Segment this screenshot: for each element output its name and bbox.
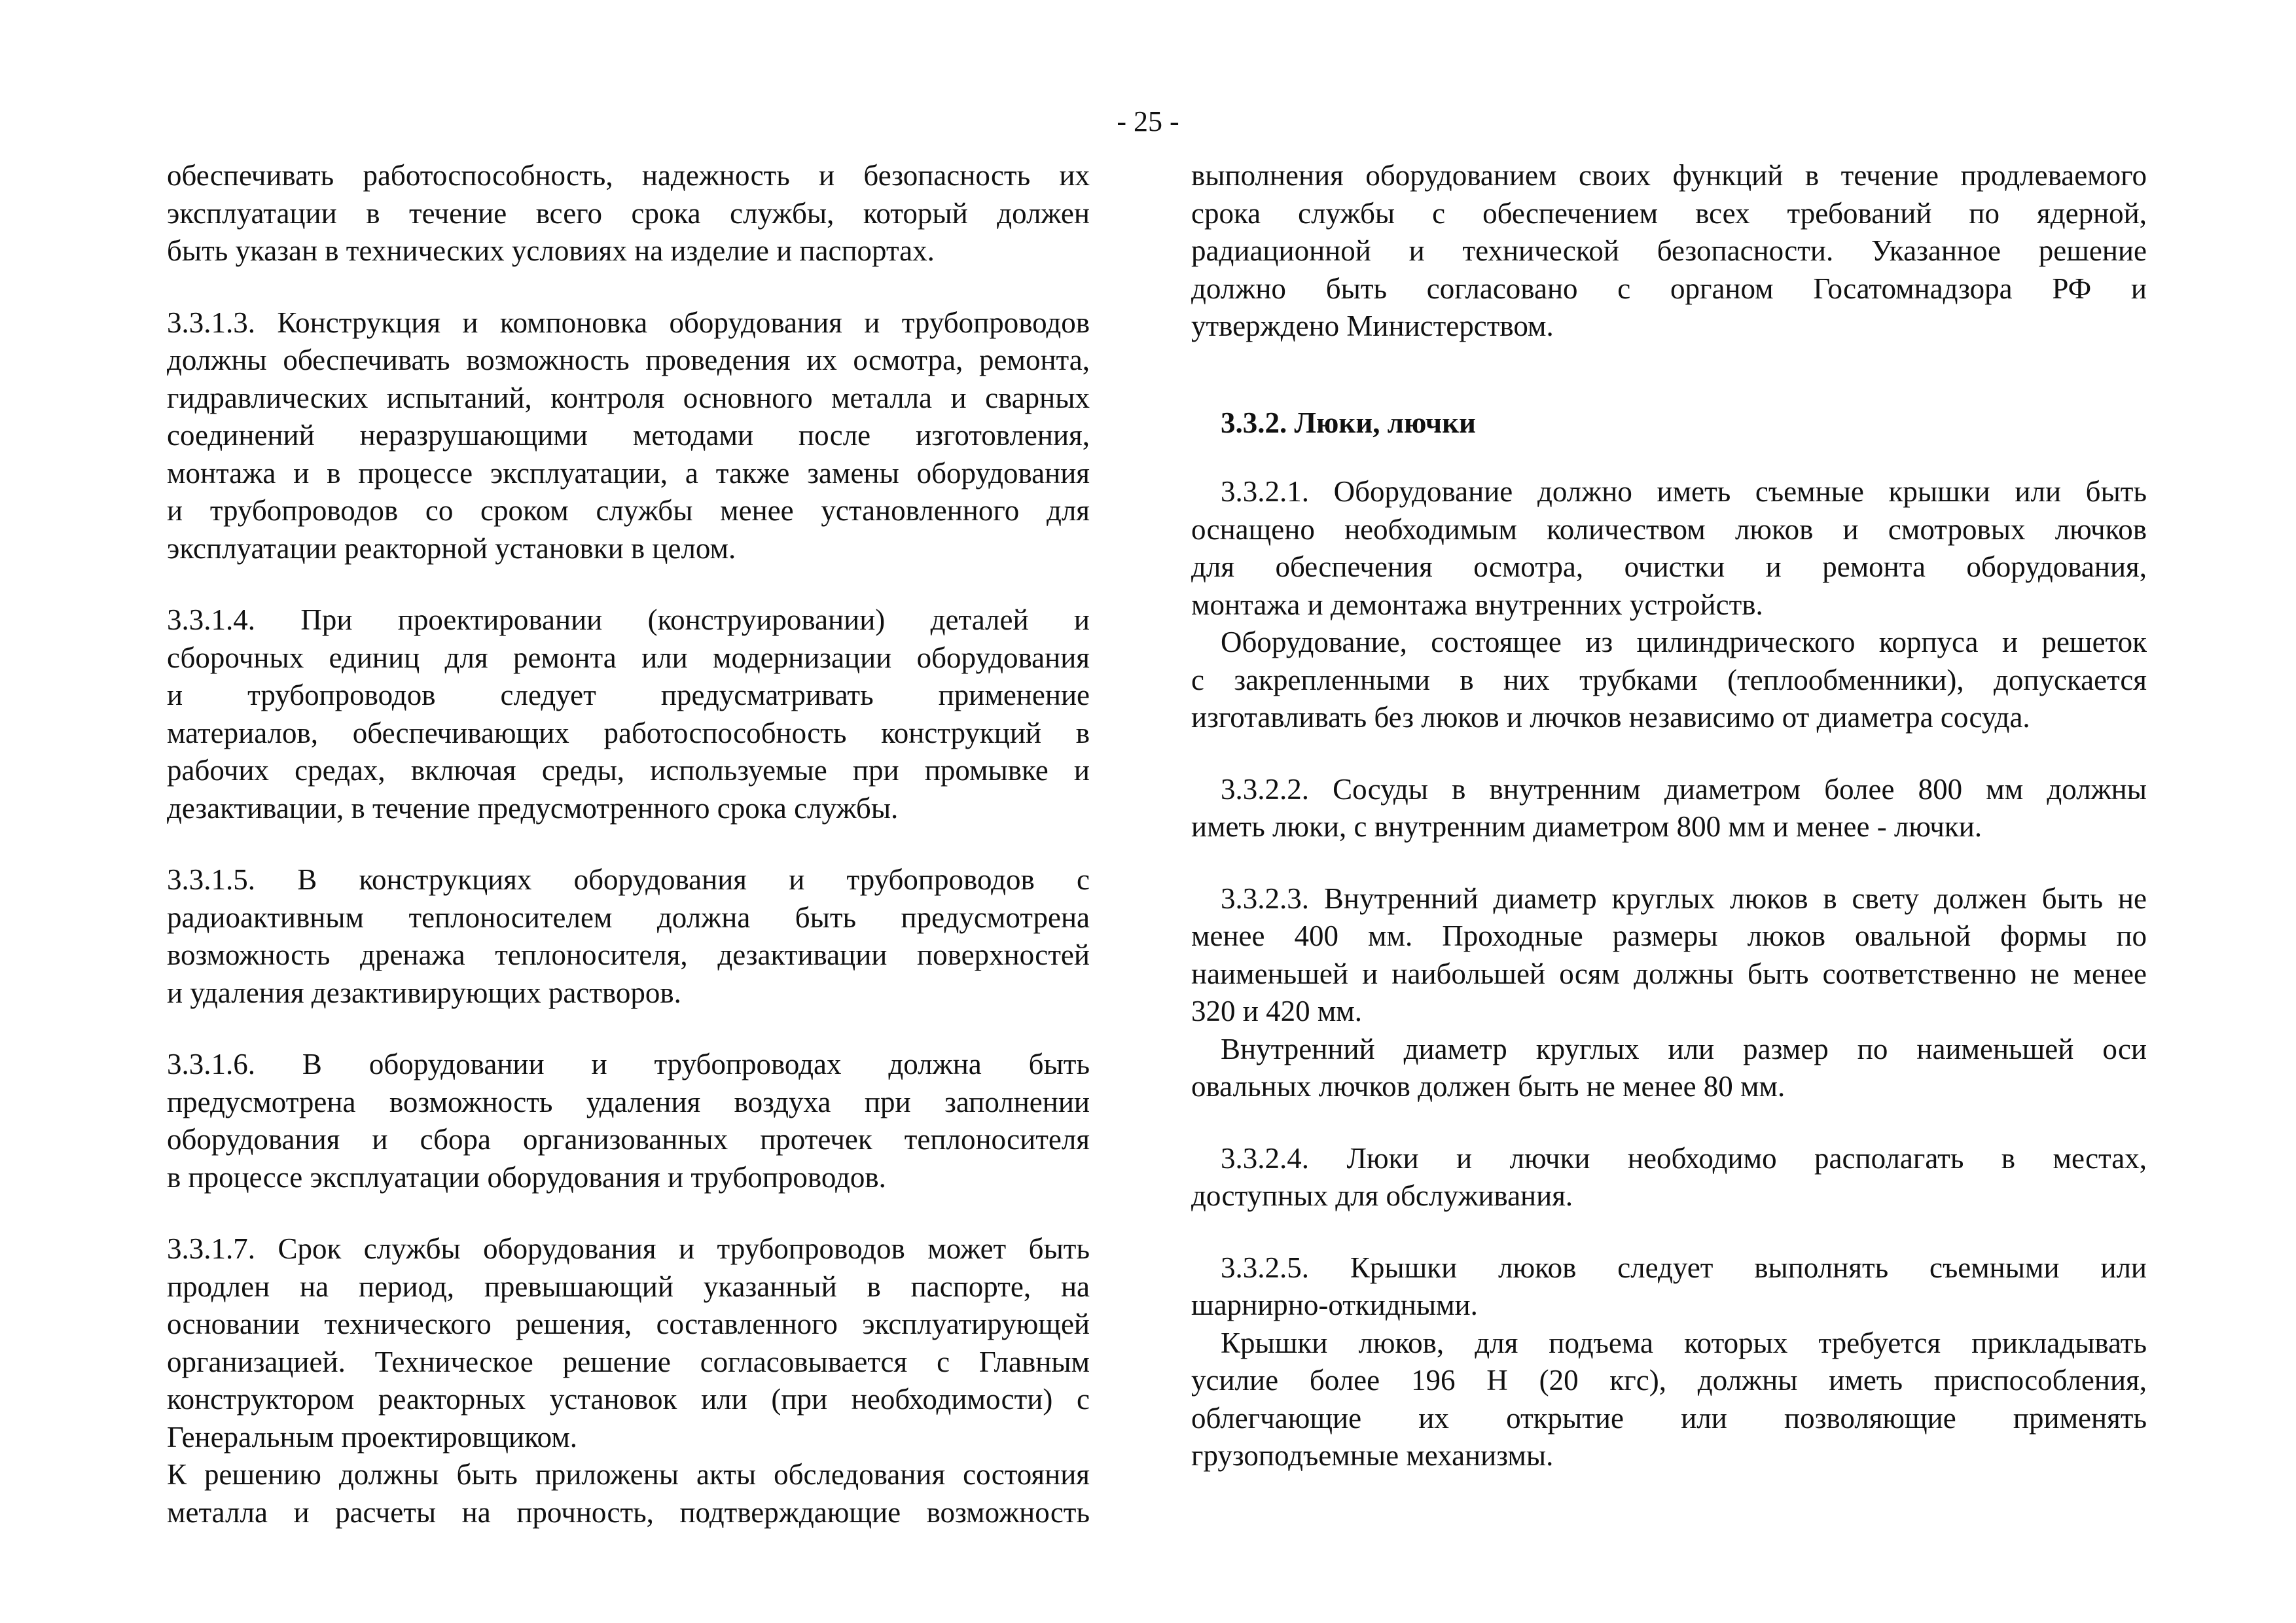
text-line: наименьшей и наибольшей осям должны быть соответственно не менее bbox=[1191, 957, 2147, 990]
text-line: монтажа и демонтажа внутренних устройств. bbox=[1191, 588, 1763, 621]
text-line: возможность дренажа теплоносителя, дезактивации поверхностей bbox=[167, 938, 1090, 971]
text-line: быть указан в технических условиях на изделие и паспортах. bbox=[167, 234, 935, 267]
text-line: гидравлических испытаний, контроля основного металла и сварных bbox=[167, 381, 1090, 414]
text-line: в процессе эксплуатации оборудования и трубопроводов. bbox=[167, 1160, 886, 1194]
text-line: должны обеспечивать возможность проведения их осмотра, ремонта, bbox=[167, 344, 1090, 376]
paragraph-3-3-1-7 bbox=[167, 1230, 1090, 1531]
text-line: доступных для обслуживания. bbox=[1191, 1179, 1573, 1212]
text-line: 3.3.1.3. Конструкция и компоновка оборудования и трубопроводов bbox=[167, 306, 1090, 339]
text-line: 3.3.2.3. Внутренний диаметр круглых люков в свету должен быть не bbox=[1221, 882, 2147, 915]
paragraph-3-3-2-4 bbox=[1191, 1140, 2147, 1215]
text-line: и трубопроводов со сроком службы менее установленного для bbox=[167, 494, 1090, 527]
text-line: соединений неразрушающими методами после изготовления, bbox=[167, 419, 1090, 452]
text-line: изготавливать без люков и лючков независимо от диаметра сосуда. bbox=[1191, 701, 2030, 734]
text-line: усилие более 196 Н (20 кгс), должны иметь приспособления, bbox=[1191, 1364, 2147, 1397]
paragraph-3-3-2-5 bbox=[1191, 1249, 2147, 1325]
text-line: предусмотрена возможность удаления воздуха при заполнении bbox=[167, 1085, 1090, 1118]
text-line: сборочных единиц для ремонта или модернизации оборудования bbox=[167, 641, 1090, 674]
text-line: материалов, обеспечивающих работоспособность конструкций в bbox=[167, 716, 1090, 749]
text-line: оснащено необходимым количеством люков и смотровых лючков bbox=[1191, 512, 2147, 546]
text-line: монтажа и в процессе эксплуатации, а также замены оборудования bbox=[167, 456, 1090, 490]
text-line: должно быть согласовано с органом Госатомнадзора РФ и bbox=[1191, 272, 2147, 305]
paragraph-inner-diameter bbox=[1191, 1031, 2147, 1106]
text-line: грузоподъемные механизмы. bbox=[1191, 1439, 1554, 1472]
text-line: и удаления дезактивирующих растворов. bbox=[167, 976, 681, 1009]
text-line: 3.3.2.2. Сосуды в внутренним диаметром более 800 мм должны bbox=[1221, 772, 2147, 806]
section-heading: 3.3.2. Люки, лючки bbox=[1221, 406, 1476, 439]
text-line: 3.3.2.4. Люки и лючки необходимо располагать в местах, bbox=[1221, 1141, 2147, 1175]
paragraph-heat-exchangers bbox=[1191, 624, 2147, 737]
text-line: выполнения оборудованием своих функций в течение продлеваемого bbox=[1191, 159, 2147, 192]
text-line: с закрепленными в них трубками (теплообменники), допускается bbox=[1191, 663, 2147, 696]
paragraph-3-3-2-1 bbox=[1191, 473, 2147, 624]
text-line: дезактивации, в течение предусмотренного срока службы. bbox=[167, 791, 899, 825]
text-line: рабочих средах, включая среды, используемые при промывке и bbox=[167, 754, 1090, 787]
text-line: облегчающие их открытие или позволяющие применять bbox=[1191, 1401, 2147, 1435]
text-line: Генеральным проектировщиком. bbox=[167, 1420, 578, 1454]
paragraph-3-3-1-4 bbox=[167, 601, 1090, 827]
text-line: 3.3.1.7. Срок службы оборудования и трубопроводов может быть bbox=[167, 1232, 1090, 1265]
text-line: 3.3.1.4. При проектировании (конструировании) деталей и bbox=[167, 603, 1090, 636]
text-line: эксплуатации в течение всего срока службы, который должен bbox=[167, 196, 1090, 230]
text-line: металла и расчеты на прочность, подтверждающие возможность bbox=[167, 1495, 1090, 1529]
paragraph-3-3-2-3 bbox=[1191, 880, 2147, 1031]
text-line: оборудования и сбора организованных протечек теплоносителя bbox=[167, 1123, 1090, 1156]
text-line: основании технического решения, составленного эксплуатирующей bbox=[167, 1308, 1090, 1340]
paragraph-3-3-1-3 bbox=[167, 304, 1090, 568]
paragraph-lid-force bbox=[1191, 1325, 2147, 1475]
paragraph-3-3-1-5 bbox=[167, 861, 1090, 1012]
text-line: утверждено Министерством. bbox=[1191, 310, 1554, 342]
text-line: шарнирно-откидными. bbox=[1191, 1289, 1478, 1321]
page-number: - 25 - bbox=[1117, 105, 1179, 137]
text-line: конструктором реакторных установок или (при необходимости) с bbox=[167, 1383, 1090, 1416]
text-line: обеспечивать работоспособность, надежность и безопасность их bbox=[167, 159, 1090, 192]
text-line: Крышки люков, для подъема которых требуется прикладывать bbox=[1221, 1326, 2147, 1359]
text-line: 3.3.1.6. В оборудовании и трубопроводах должна быть bbox=[167, 1048, 1090, 1080]
text-line: Внутренний диаметр круглых или размер по наименьшей оси bbox=[1221, 1032, 2147, 1065]
right-column bbox=[1191, 157, 2147, 1475]
text-line: срока службы с обеспечением всех требований по ядерной, bbox=[1191, 196, 2147, 230]
text-line: 320 и 420 мм. bbox=[1191, 995, 1363, 1027]
text-line: 3.3.2.1. Оборудование должно иметь съемные крышки или быть bbox=[1221, 475, 2147, 508]
paragraph-3-3-1-6 bbox=[167, 1046, 1090, 1196]
text-line: организацией. Техническое решение согласовывается с Главным bbox=[167, 1345, 1090, 1378]
text-line: 3.3.1.5. В конструкциях оборудования и трубопроводов с bbox=[167, 863, 1090, 896]
text-line: К решению должны быть приложены акты обследования состояния bbox=[167, 1458, 1090, 1491]
text-line: менее 400 мм. Проходные размеры люков овальной формы по bbox=[1191, 919, 2147, 952]
text-line: продлен на период, превышающий указанный в паспорте, на bbox=[167, 1270, 1090, 1303]
text-line: и трубопроводов следует предусматривать применение bbox=[167, 679, 1090, 711]
text-line: 3.3.2.5. Крышки люков следует выполнять съемными или bbox=[1221, 1251, 2147, 1284]
text-line: овальных лючков должен быть не менее 80 мм. bbox=[1191, 1070, 1785, 1103]
text-line: Оборудование, состоящее из цилиндрического корпуса и решеток bbox=[1221, 626, 2147, 658]
text-line: радиационной и технической безопасности. Указанное решение bbox=[1191, 234, 2147, 267]
text-line: радиоактивным теплоносителем должна быть предусмотрена bbox=[167, 901, 1090, 934]
text-line: для обеспечения осмотра, очистки и ремонта оборудования, bbox=[1191, 550, 2147, 583]
left-column bbox=[167, 157, 1090, 1531]
paragraph-continuation bbox=[167, 157, 1090, 270]
text-line: эксплуатации реакторной установки в целом. bbox=[167, 531, 736, 565]
paragraph-continuation-right bbox=[1191, 157, 2147, 346]
text-line: иметь люки, с внутренним диаметром 800 мм и менее - лючки. bbox=[1191, 810, 1982, 843]
paragraph-3-3-2-2 bbox=[1191, 771, 2147, 846]
